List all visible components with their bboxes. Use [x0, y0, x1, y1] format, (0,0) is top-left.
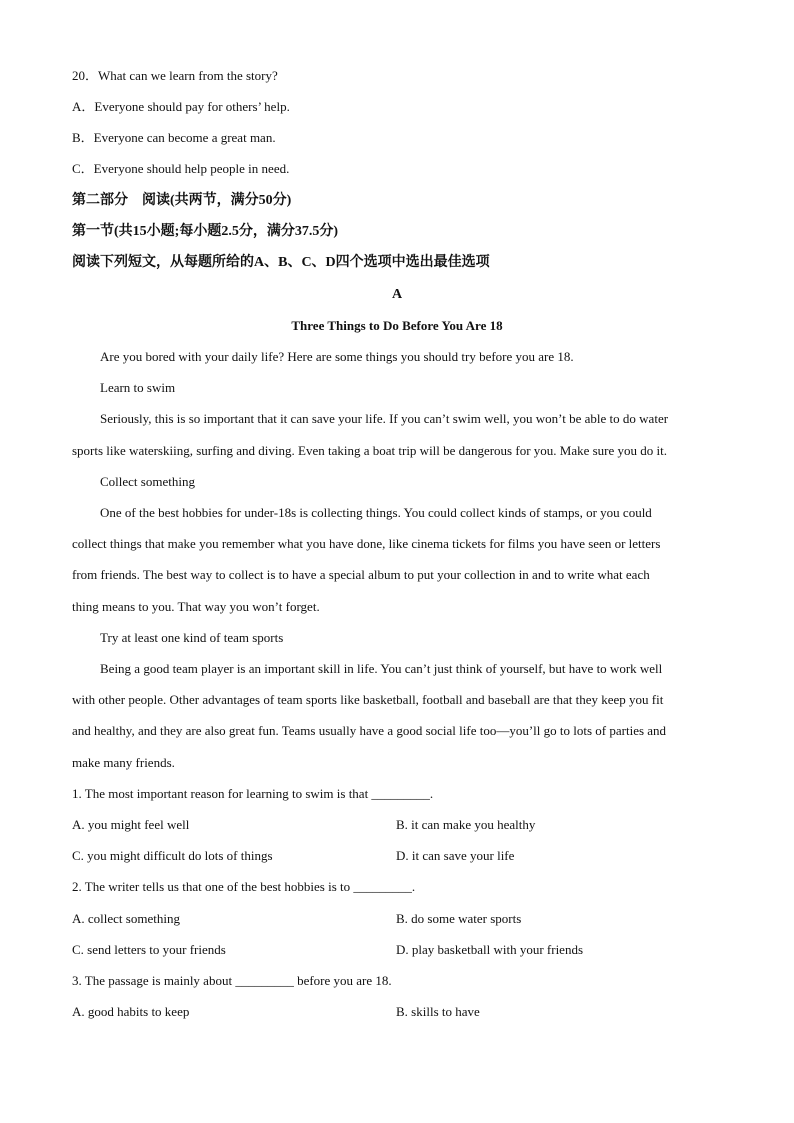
- paragraph-collect-line: One of the best hobbies for under-18s is collecting things. You could collect kinds of stamps, or you could: [100, 505, 652, 520]
- passage-letter: A: [391, 287, 403, 302]
- paragraph-team-line: Being a good team player is an important skill in life. You can’t just think of yourself, but have to work well: [100, 661, 663, 676]
- question-1-option-c: C. you might difficult do lots of things: [72, 848, 273, 863]
- q20-option-b: B．Everyone can become a great man.: [72, 130, 276, 145]
- q20-option-a: A．Everyone should pay for others’ help.: [72, 99, 290, 114]
- question-1-option-a: A. you might feel well: [72, 817, 190, 832]
- paragraph-collect-line: from friends. The best way to collect is to have a special album to put your collection in and to write what each: [72, 567, 650, 582]
- question-1-option-d: D. it can save your life: [396, 848, 515, 863]
- paragraph-swim-line: sports like waterskiing, surfing and diving. Even taking a boat trip will be dangerous for you. Make sure you do it.: [72, 443, 667, 458]
- passage-heading-swim: Learn to swim: [100, 380, 176, 395]
- paragraph-collect-line: collect things that make you remember what you have done, like cinema tickets for films you have seen or letters: [72, 536, 661, 551]
- paragraph-team-line: make many friends.: [72, 755, 175, 770]
- q20-stem: 20．What can we learn from the story?: [72, 68, 278, 83]
- question-2-option-a: A. collect something: [72, 911, 180, 926]
- question-2-option-b: B. do some water sports: [396, 911, 522, 926]
- question-2-option-c: C. send letters to your friends: [72, 942, 226, 957]
- paragraph-team-line: with other people. Other advantages of team sports like basketball, football and baseball are that they keep you fit: [72, 692, 664, 707]
- section-instruction: 阅读下列短文，从每题所给的A、B、C、D四个选项中选出最佳选项: [72, 255, 490, 270]
- question-3-stem: 3. The passage is mainly about _________ before you are 18.: [72, 973, 392, 988]
- passage-title: Three Things to Do Before You Are 18: [291, 318, 503, 333]
- question-3-option-b: B. skills to have: [396, 1004, 480, 1019]
- passage-heading-team-sports: Try at least one kind of team sports: [100, 630, 284, 645]
- question-2-stem: 2. The writer tells us that one of the best hobbies is to _________.: [72, 879, 416, 894]
- section-sub-title: 第一节(共15小题;每小题2.5分，满分37.5分): [72, 224, 338, 239]
- section-part-title: 第二部分 阅读(共两节，满分50分): [72, 193, 292, 208]
- q20-option-c: C．Everyone should help people in need.: [72, 161, 290, 176]
- passage-intro: Are you bored with your daily life? Here are some things you should try before you are 18.: [100, 349, 574, 364]
- paragraph-collect-line: thing means to you. That way you won’t forget.: [72, 599, 320, 614]
- paragraph-swim-line: Seriously, this is so important that it can save your life. If you can’t swim well, you won’t be able to do water: [100, 411, 669, 426]
- question-1-option-b: B. it can make you healthy: [396, 817, 536, 832]
- question-1-stem: 1. The most important reason for learning to swim is that _________.: [72, 786, 434, 801]
- passage-heading-collect: Collect something: [100, 474, 195, 489]
- question-2-option-d: D. play basketball with your friends: [396, 942, 584, 957]
- paragraph-team-line: and healthy, and they are also great fun. Teams usually have a good social life too—you’ll go to lots of parties and: [72, 723, 667, 738]
- question-3-option-a: A. good habits to keep: [72, 1004, 190, 1019]
